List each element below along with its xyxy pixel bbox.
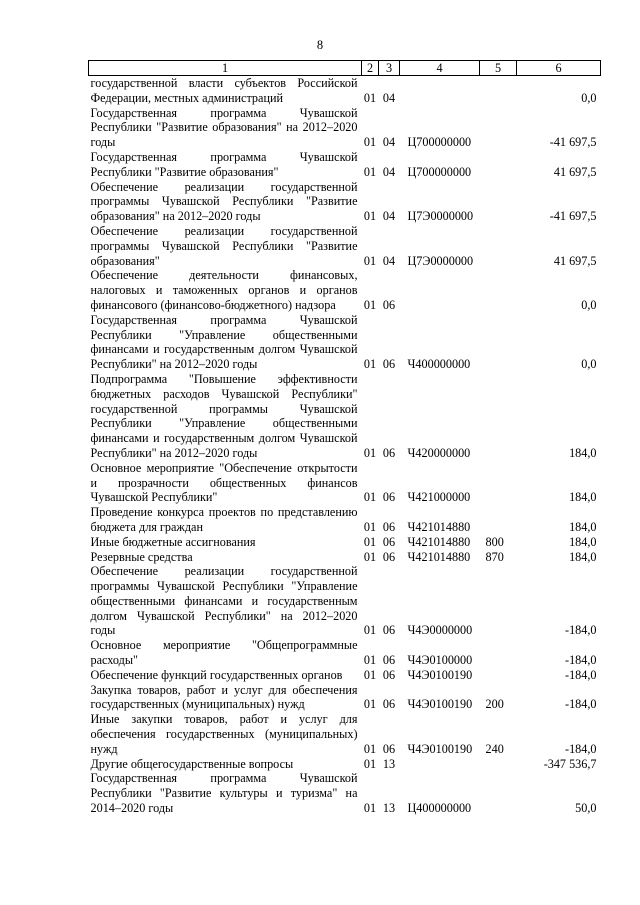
row-expense-type [480, 224, 517, 268]
row-name: Государственная программа Чувашской Республики "Развитие образования" [90, 149, 358, 179]
row-target-article: Ч4Э0100190 [407, 741, 473, 756]
table-row [89, 505, 601, 535]
row-amount: -184,0 [565, 653, 597, 668]
table-row [89, 712, 601, 756]
row-target-article: Ц700000000 [407, 135, 472, 150]
row-expense-type [480, 564, 517, 638]
row-amount: -184,0 [565, 667, 597, 682]
row-expense-type [480, 771, 517, 815]
row-expense-type: 800 [485, 534, 504, 549]
row-subsection: 06 [382, 653, 396, 668]
row-amount: -41 697,5 [549, 135, 597, 150]
row-amount: 184,0 [569, 549, 597, 564]
row-expense-type [480, 106, 517, 150]
row-expense-type [480, 180, 517, 224]
table-row [89, 224, 601, 268]
row-amount: 41 697,5 [553, 164, 597, 179]
header-col-1: 1 [89, 61, 362, 76]
row-subsection: 06 [382, 549, 396, 564]
table-row [89, 757, 601, 772]
row-section: 01 [363, 741, 377, 756]
table-row [89, 550, 601, 565]
row-subsection: 04 [382, 253, 396, 268]
table-row [89, 668, 601, 683]
row-section: 01 [363, 801, 377, 816]
row-name: Государственная программа Чувашской Республики "Развитие образования" на 2012–2020 годы [90, 105, 358, 150]
row-section: 01 [363, 209, 377, 224]
row-target-article: Ц7Э0000000 [407, 209, 474, 224]
table-row [89, 638, 601, 668]
row-section: 01 [363, 135, 377, 150]
row-target-article: Ч400000000 [407, 357, 471, 372]
row-name: Проведение конкурса проектов по представлению бюджета для граждан [90, 505, 358, 534]
row-amount: 41 697,5 [553, 253, 597, 268]
header-col-6: 6 [517, 61, 601, 76]
row-expense-type [480, 150, 517, 180]
row-expense-type: 200 [485, 697, 504, 712]
row-target-article: Ч421000000 [407, 490, 471, 505]
table-row [89, 683, 601, 713]
row-amount: 50,0 [575, 801, 597, 816]
row-amount: -184,0 [565, 623, 597, 638]
row-amount: -184,0 [565, 741, 597, 756]
row-expense-type [480, 505, 517, 535]
row-target-article: Ч421014880 [407, 549, 471, 564]
row-section: 01 [363, 534, 377, 549]
row-target-article: Ч4Э0000000 [407, 623, 473, 638]
row-expense-type: 870 [485, 549, 504, 564]
row-subsection: 06 [382, 490, 396, 505]
table-body [89, 76, 601, 816]
row-name: Обеспечение реализации государственной программы Чувашской Республики "Управление общественными финансами и государственным долгом Чувашской Республики" на 2012–2020 годы [90, 564, 358, 638]
row-section: 01 [363, 653, 377, 668]
table-row [89, 771, 601, 815]
row-target-article: Ч4Э0100190 [407, 697, 473, 712]
table-row [89, 564, 601, 638]
row-subsection: 06 [382, 297, 396, 312]
row-section: 01 [363, 90, 377, 105]
row-expense-type [480, 313, 517, 372]
budget-table [88, 60, 601, 816]
table-row [89, 313, 601, 372]
row-target-article: Ц7Э0000000 [407, 253, 474, 268]
header-row [89, 61, 601, 76]
row-subsection: 13 [382, 756, 396, 771]
row-target-article [400, 268, 480, 312]
row-target-article: Ц400000000 [407, 801, 472, 816]
row-amount: -41 697,5 [549, 209, 597, 224]
row-subsection: 06 [382, 445, 396, 460]
row-target-article: Ц700000000 [407, 164, 472, 179]
row-name: Иные закупки товаров, работ и услуг для обеспечения государственных (муниципальных) нужд [90, 712, 358, 756]
row-section: 01 [363, 667, 377, 682]
row-subsection: 06 [382, 623, 396, 638]
row-section: 01 [363, 445, 377, 460]
row-subsection: 06 [382, 667, 396, 682]
row-target-article: Ч421014880 [407, 534, 471, 549]
row-expense-type [480, 668, 517, 683]
row-subsection: 04 [382, 164, 396, 179]
row-amount: 0,0 [581, 297, 597, 312]
row-section: 01 [363, 253, 377, 268]
row-expense-type [480, 638, 517, 668]
table-row [89, 150, 601, 180]
row-amount: 184,0 [569, 445, 597, 460]
row-target-article: Ч421014880 [407, 519, 471, 534]
row-subsection: 04 [382, 209, 396, 224]
row-subsection: 06 [382, 534, 396, 549]
row-name: Государственная программа Чувашской Республики "Развитие культуры и туризма" на 2014–2020 годы [90, 771, 358, 816]
row-section: 01 [363, 756, 377, 771]
row-subsection: 06 [382, 357, 396, 372]
row-name: Обеспечение функций государственных органов [90, 667, 343, 682]
row-target-article: Ч4Э0100190 [407, 667, 473, 682]
row-expense-type [480, 268, 517, 312]
table-row [89, 461, 601, 505]
row-name: государственной власти субъектов Российской Федерации, местных администраций [90, 76, 358, 105]
row-expense-type [480, 76, 517, 106]
header-col-2: 2 [362, 61, 379, 76]
header-col-4: 4 [400, 61, 480, 76]
row-target-article [400, 757, 480, 772]
row-amount: 0,0 [581, 90, 597, 105]
row-name: Закупка товаров, работ и услуг для обеспечения государственных (муниципальных) нужд [90, 682, 358, 712]
row-name: Государственная программа Чувашской Республики "Управление общественными финансами и государственным долгом Чувашской Республики" на 2012–2020 годы [90, 312, 358, 372]
page-number: 8 [316, 38, 324, 52]
table-row [89, 106, 601, 150]
row-amount: 0,0 [581, 357, 597, 372]
row-name: Другие общегосударственные вопросы [90, 756, 294, 771]
row-name: Обеспечение реализации государственной программы Чувашской Республики "Развитие образования" [90, 223, 358, 268]
row-subsection: 04 [382, 90, 396, 105]
row-section: 01 [363, 519, 377, 534]
row-section: 01 [363, 164, 377, 179]
row-name: Резервные средства [90, 549, 193, 564]
header-col-3: 3 [379, 61, 400, 76]
row-amount: 184,0 [569, 534, 597, 549]
table-row [89, 535, 601, 550]
row-target-article: Ч420000000 [407, 445, 471, 460]
row-name: Иные бюджетные ассигнования [90, 534, 256, 549]
table-header [89, 61, 601, 76]
row-expense-type: 240 [485, 741, 504, 756]
row-name: Обеспечение деятельности финансовых, налоговых и таможенных органов и органов финансового (финансово-бюджетного) надзора [90, 268, 358, 312]
row-name: Основное мероприятие "Обеспечение открытости и прозрачности общественных финансов Чувашской Республики" [90, 460, 358, 505]
row-section: 01 [363, 490, 377, 505]
row-subsection: 13 [382, 801, 396, 816]
row-name: Подпрограмма "Повышение эффективности бюджетных расходов Чувашской Республики" государственной программы Чувашской Республики "Управление общественными финансами и государственным долгом Чувашской Республики" на 2012–2020 годы [90, 371, 358, 460]
row-name: Обеспечение реализации государственной программы Чувашской Республики "Развитие образования" на 2012–2020 годы [90, 179, 358, 224]
header-col-5: 5 [480, 61, 517, 76]
row-amount: 184,0 [569, 519, 597, 534]
row-expense-type [480, 372, 517, 461]
row-target-article [400, 76, 480, 106]
row-amount: -184,0 [565, 697, 597, 712]
row-section: 01 [363, 357, 377, 372]
row-subsection: 06 [382, 519, 396, 534]
row-subsection: 06 [382, 741, 396, 756]
table-row [89, 268, 601, 312]
row-subsection: 04 [382, 135, 396, 150]
row-expense-type [480, 757, 517, 772]
table-row [89, 76, 601, 106]
row-name: Основное мероприятие "Общепрограммные расходы" [90, 638, 358, 668]
table-row [89, 372, 601, 461]
row-section: 01 [363, 697, 377, 712]
row-amount: -347 536,7 [543, 756, 597, 771]
row-target-article: Ч4Э0100000 [407, 653, 473, 668]
row-section: 01 [363, 297, 377, 312]
row-subsection: 06 [382, 697, 396, 712]
row-section: 01 [363, 623, 377, 638]
table-row [89, 180, 601, 224]
row-expense-type [480, 461, 517, 505]
row-amount: 184,0 [569, 490, 597, 505]
row-section: 01 [363, 549, 377, 564]
